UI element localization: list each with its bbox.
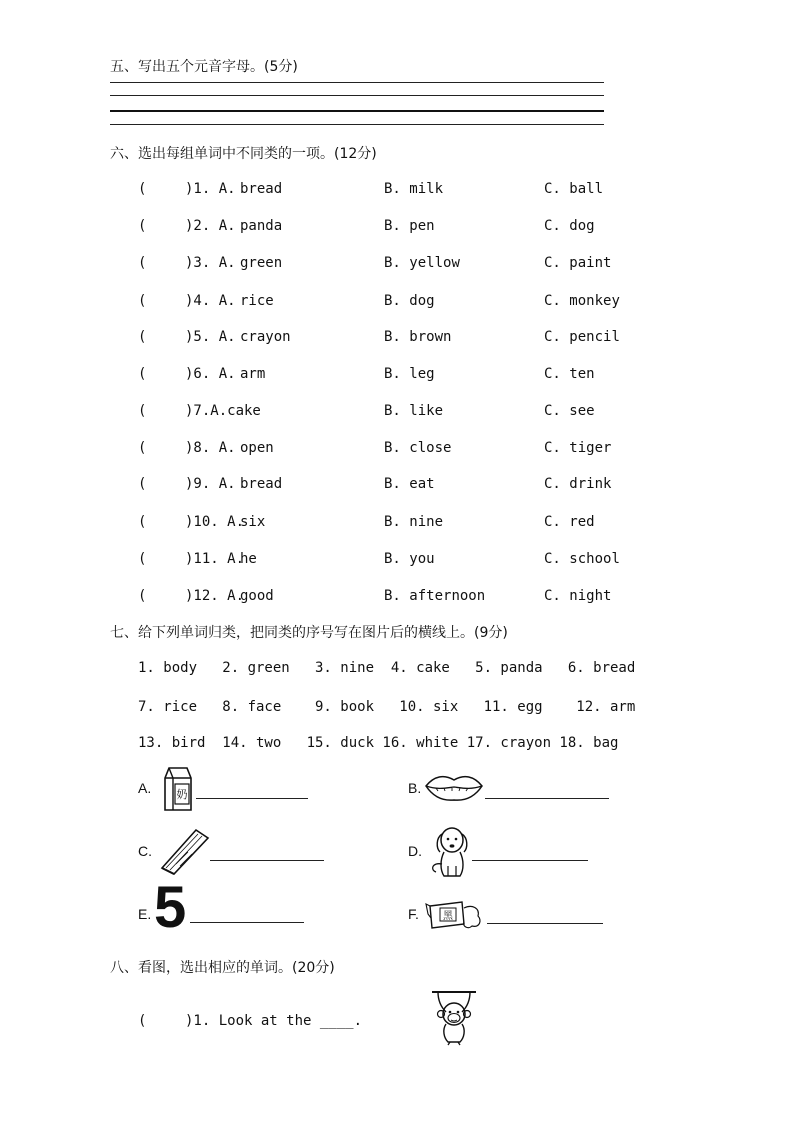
- answer-bracket[interactable]: (: [138, 218, 147, 234]
- question-row-6: [138, 366, 638, 384]
- lips-icon: [424, 772, 484, 802]
- picture-b-label: B.: [408, 780, 422, 796]
- option-c-word: drink: [569, 476, 612, 492]
- question-row-9: [138, 476, 638, 494]
- question-row-8: [138, 440, 638, 458]
- option-b: [384, 181, 443, 197]
- option-c: [544, 588, 611, 604]
- answer-bracket[interactable]: (: [138, 588, 147, 604]
- option-c-prefix: C.: [544, 440, 561, 456]
- answer-bracket[interactable]: (: [138, 551, 147, 567]
- milk-carton-icon: [160, 766, 196, 812]
- option-c-prefix: C.: [544, 181, 561, 197]
- option-a: bread: [240, 476, 283, 492]
- option-c-prefix: C.: [544, 403, 561, 419]
- option-c-prefix: C.: [544, 293, 561, 309]
- option-c: [544, 514, 595, 530]
- question-row-12: [138, 588, 638, 606]
- option-b-prefix: B.: [384, 218, 401, 234]
- question-number: )1. A.: [185, 181, 236, 197]
- option-c-prefix: C.: [544, 366, 561, 382]
- option-a: good: [240, 588, 274, 604]
- writing-line-2: [110, 95, 604, 96]
- section-7-title: 七、给下列单词归类，把同类的序号写在图片后的横线上。(9分): [110, 625, 508, 641]
- option-c-prefix: C.: [544, 551, 561, 567]
- option-a: crayon: [240, 329, 291, 345]
- answer-bracket[interactable]: (: [138, 255, 147, 271]
- monkey-icon: [428, 988, 480, 1046]
- crayon-icon: [156, 826, 212, 876]
- answer-bracket[interactable]: (: [138, 514, 147, 530]
- option-c: [544, 218, 595, 234]
- option-b-word: afternoon: [409, 588, 486, 604]
- question-row-4: [138, 293, 638, 311]
- section-8-title: 八、看图，选出相应的单词。(20分): [110, 960, 335, 976]
- option-b-word: eat: [409, 476, 435, 492]
- option-c-word: monkey: [569, 293, 620, 309]
- option-c-word: paint: [569, 255, 612, 271]
- question-row-1: [138, 181, 638, 199]
- answer-bracket[interactable]: (: [138, 329, 147, 345]
- option-c: [544, 293, 620, 309]
- option-c: [544, 551, 620, 567]
- option-b: [384, 440, 451, 456]
- option-b-prefix: B.: [384, 255, 401, 271]
- option-c-word: ten: [569, 366, 595, 382]
- option-b-prefix: B.: [384, 551, 401, 567]
- option-a: panda: [240, 218, 283, 234]
- carton-text: 奶: [176, 788, 188, 801]
- writing-line-1: [110, 82, 604, 83]
- word-list-line-1: 1. body 2. green 3. nine 4. cake 5. panda 6. bread: [138, 660, 636, 676]
- question-number: )8. A.: [185, 440, 236, 456]
- option-b-word: you: [409, 551, 435, 567]
- word-list-line-3: 13. bird 14. two 15. duck 16. white 17. crayon 18. bag: [138, 735, 619, 751]
- option-c-word: school: [569, 551, 620, 567]
- option-b-prefix: B.: [384, 588, 401, 604]
- picture-f-label: F.: [408, 906, 419, 922]
- option-c-word: tiger: [569, 440, 612, 456]
- option-b: [384, 366, 435, 382]
- option-b: [384, 403, 443, 419]
- answer-blank-a[interactable]: [196, 798, 308, 799]
- option-c: [544, 181, 603, 197]
- question-number: )3. A.: [185, 255, 236, 271]
- option-a: rice: [240, 293, 274, 309]
- answer-blank-b[interactable]: [485, 798, 609, 799]
- question-number: )10. A.: [185, 514, 245, 530]
- option-b: [384, 476, 435, 492]
- answer-bracket[interactable]: (: [138, 293, 147, 309]
- option-c-prefix: C.: [544, 255, 561, 271]
- option-b: [384, 588, 485, 604]
- option-b: [384, 255, 460, 271]
- picture-a-label: A.: [138, 780, 152, 796]
- option-c: [544, 255, 611, 271]
- option-b-prefix: B.: [384, 514, 401, 530]
- option-a: he: [240, 551, 257, 567]
- option-c: [544, 329, 620, 345]
- option-b-word: dog: [409, 293, 435, 309]
- option-b-word: leg: [409, 366, 435, 382]
- question-row-5: [138, 329, 638, 347]
- question-number: )11. A.: [185, 551, 245, 567]
- option-b-word: nine: [409, 514, 444, 530]
- answer-bracket[interactable]: (: [138, 366, 147, 382]
- option-c-word: pencil: [569, 329, 620, 345]
- pack-text: 黑: [443, 911, 453, 922]
- section-6-title: 六、选出每组单词中不同类的一项。(12分): [110, 146, 377, 162]
- option-a: bread: [240, 181, 283, 197]
- question-8-1: [138, 1013, 638, 1031]
- option-b-prefix: B.: [384, 181, 401, 197]
- option-c: [544, 440, 611, 456]
- option-b-word: close: [409, 440, 452, 456]
- option-b: [384, 329, 451, 345]
- picture-e-label: E.: [138, 906, 152, 922]
- answer-blank-c[interactable]: [210, 860, 324, 861]
- picture-d-label: D.: [408, 843, 422, 859]
- option-c-word: dog: [569, 218, 595, 234]
- option-c: [544, 366, 595, 382]
- question-row-7: [138, 403, 638, 421]
- writing-line-3: [110, 110, 604, 112]
- option-c-prefix: C.: [544, 218, 561, 234]
- option-b-prefix: B.: [384, 329, 401, 345]
- answer-blank-f[interactable]: [487, 923, 603, 924]
- option-b-word: brown: [409, 329, 452, 345]
- option-a: six: [240, 514, 266, 530]
- option-c-prefix: C.: [544, 329, 561, 345]
- question-number: )12. A.: [185, 588, 245, 604]
- question-number: )9. A.: [185, 476, 236, 492]
- question-number: )2. A.: [185, 218, 236, 234]
- option-c-prefix: C.: [544, 514, 561, 530]
- word-list-line-2: 7. rice 8. face 9. book 10. six 11. egg 12. arm: [138, 699, 636, 715]
- option-b-prefix: B.: [384, 440, 401, 456]
- option-b-word: like: [409, 403, 444, 419]
- option-b-prefix: B.: [384, 293, 401, 309]
- question-text: )1. Look at the ____.: [185, 1013, 363, 1029]
- answer-bracket[interactable]: (: [138, 1013, 147, 1029]
- option-b-word: yellow: [409, 255, 460, 271]
- picture-c-label: C.: [138, 843, 152, 859]
- option-b: [384, 218, 435, 234]
- question-row-2: [138, 218, 638, 236]
- question-number: )5. A.: [185, 329, 236, 345]
- question-number: )6. A.: [185, 366, 236, 382]
- option-c-prefix: C.: [544, 476, 561, 492]
- option-c: [544, 403, 595, 419]
- question-row-11: [138, 551, 638, 569]
- option-c-word: red: [569, 514, 595, 530]
- answer-bracket[interactable]: (: [138, 440, 147, 456]
- option-b: [384, 514, 443, 530]
- option-b-prefix: B.: [384, 403, 401, 419]
- answer-bracket[interactable]: (: [138, 476, 147, 492]
- option-c-prefix: C.: [544, 588, 561, 604]
- option-a: green: [240, 255, 283, 271]
- crayon-pack-icon: [426, 898, 486, 932]
- question-row-3: [138, 255, 638, 273]
- section-5-title: 五、写出五个元音字母。(5分): [110, 59, 298, 75]
- option-c-word: night: [569, 588, 612, 604]
- option-b-word: pen: [409, 218, 435, 234]
- option-b: [384, 551, 435, 567]
- option-a: open: [240, 440, 274, 456]
- option-b: [384, 293, 435, 309]
- answer-bracket[interactable]: (: [138, 181, 147, 197]
- answer-bracket[interactable]: (: [138, 403, 147, 419]
- answer-blank-e[interactable]: [190, 922, 304, 923]
- dog-icon: [426, 826, 470, 878]
- number-five: 5: [154, 875, 187, 940]
- option-c-word: see: [569, 403, 595, 419]
- option-b-prefix: B.: [384, 366, 401, 382]
- option-b-prefix: B.: [384, 476, 401, 492]
- option-c-word: ball: [569, 181, 604, 197]
- question-row-10: [138, 514, 638, 532]
- option-c: [544, 476, 611, 492]
- answer-blank-d[interactable]: [472, 860, 588, 861]
- question-number: )7.A.cake: [185, 403, 261, 419]
- writing-line-4: [110, 124, 604, 125]
- question-number: )4. A.: [185, 293, 236, 309]
- option-a: arm: [240, 366, 266, 382]
- option-b-word: milk: [409, 181, 444, 197]
